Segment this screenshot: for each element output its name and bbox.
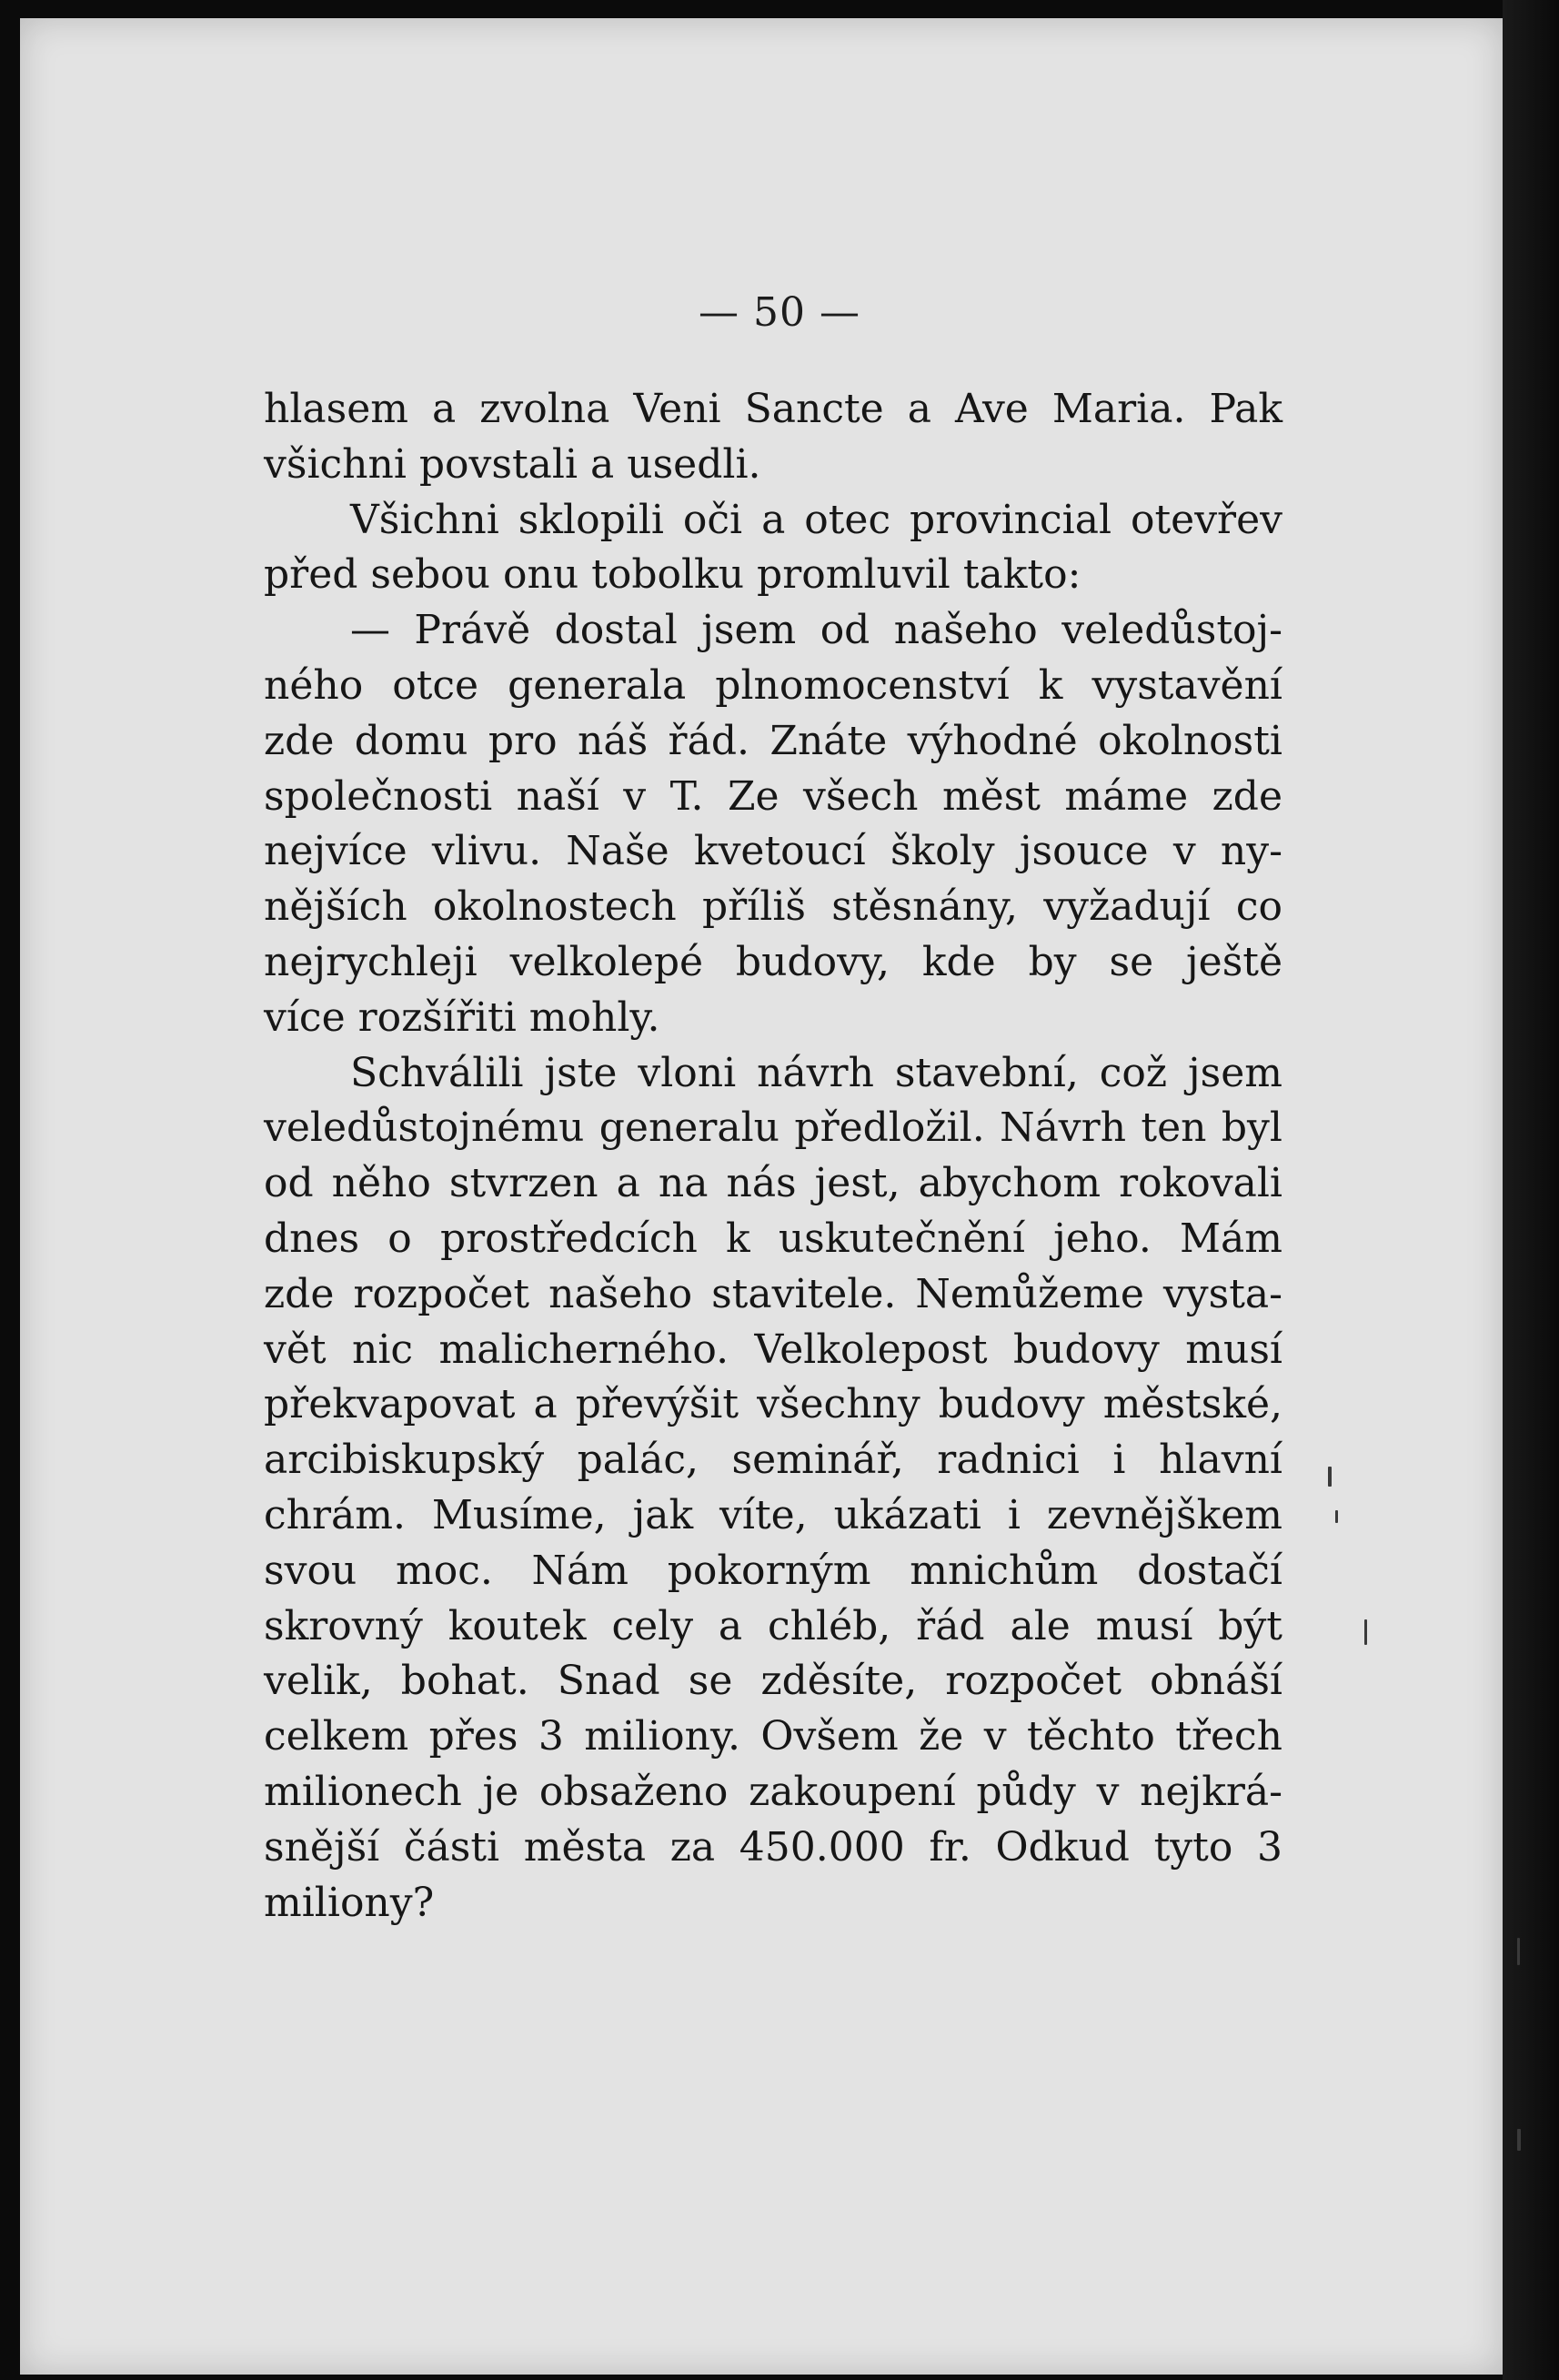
- text-line: velik, bohat. Snad se zděsíte, rozpočet obnáší: [264, 1658, 1282, 1705]
- print-speck: [1517, 1938, 1520, 1965]
- text-line: nejvíce vlivu. Naše kvetoucí školy jsouce v ny-: [264, 828, 1282, 875]
- print-speck: [1517, 2129, 1521, 2151]
- text-line: hlasem a zvolna Veni Sancte a Ave Maria. Pak: [264, 386, 1282, 432]
- body-text: [264, 382, 1282, 1931]
- text-line: společnosti naší v T. Ze všech měst máme zde: [264, 772, 1282, 820]
- print-speck: [1328, 1467, 1332, 1487]
- text-line: skrovný koutek cely a chléb, řád ale musí být: [264, 1602, 1282, 1649]
- text-line: od něho stvrzen a na nás jest, abychom rokovali: [264, 1160, 1282, 1207]
- text-line: zde domu pro náš řád. Znáte výhodné okolnosti: [264, 717, 1282, 764]
- text-line: Všichni sklopili oči a otec provincial otevřev: [350, 496, 1282, 543]
- text-line: Schválili jste vloni návrh stavební, což jsem: [350, 1049, 1282, 1096]
- text-line: dnes o prostředcích k uskutečnění jeho. Mám: [264, 1215, 1282, 1262]
- print-speck: [1335, 1510, 1338, 1523]
- text-line: nějších okolnostech příliš stěsnány, vyžadují co: [264, 883, 1282, 931]
- text-line: všichni povstali a usedli.: [264, 440, 761, 488]
- text-line: chrám. Musíme, jak víte, ukázati i zevnějškem: [264, 1491, 1282, 1538]
- text-line: miliony?: [264, 1879, 435, 1926]
- text-line: veledůstojnému generalu předložil. Návrh ten byl: [264, 1104, 1282, 1152]
- text-line: — Právě dostal jsem od našeho veledůstoj-: [350, 607, 1282, 654]
- print-speck: [1364, 1619, 1367, 1645]
- text-line: vět nic malicherného. Velkolepost budovy musí: [264, 1326, 1282, 1373]
- text-line: celkem přes 3 miliony. Ovšem že v těchto třech: [264, 1713, 1282, 1760]
- book-binding-edge: [1503, 0, 1559, 2380]
- page-number: — 50 —: [699, 289, 860, 336]
- text-line: nejrychleji velkolepé budovy, kde by se ještě: [264, 938, 1282, 985]
- text-line: svou moc. Nám pokorným mnichům dostačí: [264, 1547, 1282, 1594]
- text-line: arcibiskupský palác, seminář, radnici i hlavní: [264, 1437, 1282, 1484]
- text-line: překvapovat a převýšit všechny budovy městské,: [264, 1381, 1282, 1428]
- text-line: ného otce generala plnomocenství k vystavění: [264, 661, 1282, 709]
- text-line: před sebou onu tobolku promluvil takto:: [264, 551, 1081, 599]
- text-line: milionech je obsaženo zakoupení půdy v nejkrá-: [264, 1768, 1282, 1815]
- text-line: více rozšířiti mohly.: [264, 993, 660, 1041]
- text-line: snější části města za 450.000 fr. Odkud tyto 3: [264, 1823, 1282, 1871]
- text-line: zde rozpočet našeho stavitele. Nemůžeme vysta-: [264, 1270, 1282, 1317]
